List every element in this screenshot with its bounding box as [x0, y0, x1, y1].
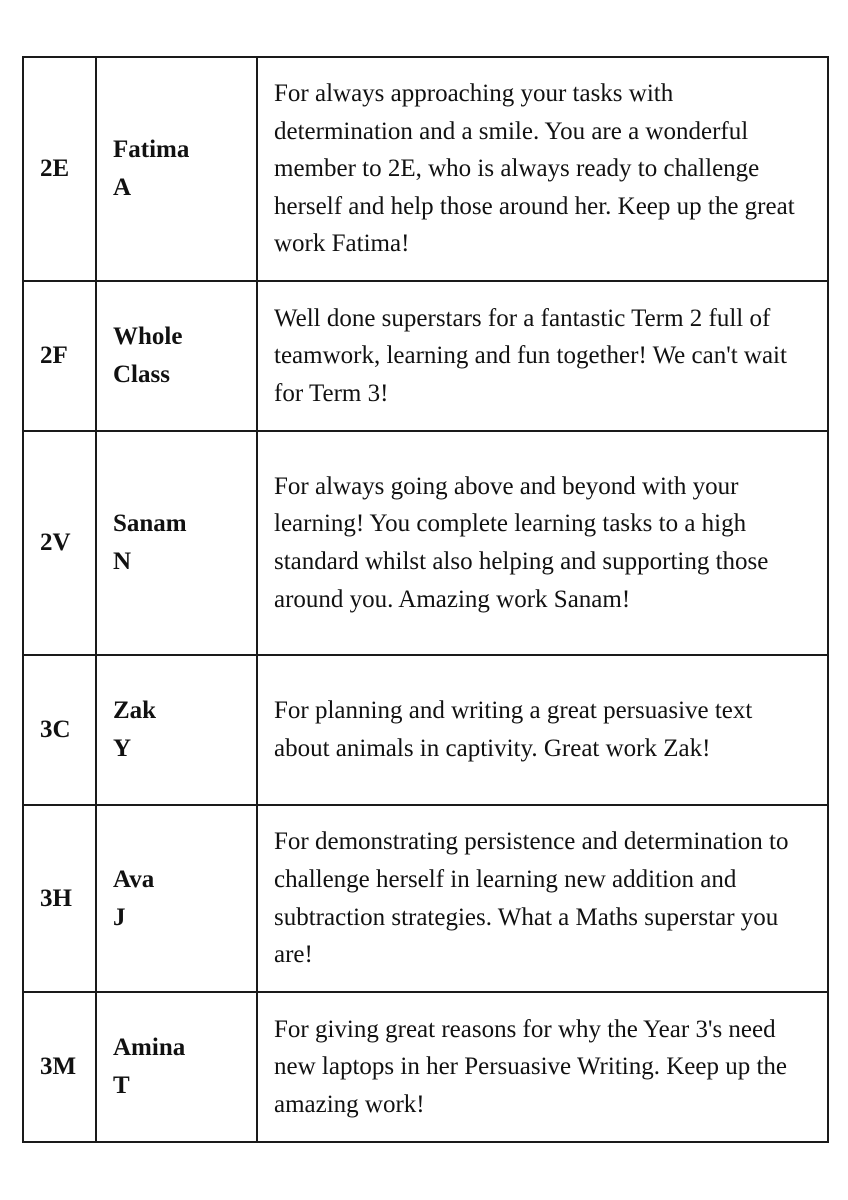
table-row [23, 655, 828, 805]
class-code: 3H [23, 805, 96, 992]
award-message: For demonstrating persistence and determination to challenge herself in learning new addition and subtraction strategies. What a Maths superstar you are! [257, 805, 828, 992]
student-initial: A [113, 174, 132, 201]
student-name [96, 655, 257, 805]
student-first-name: Amina [113, 1034, 186, 1061]
awards-table [22, 56, 829, 1143]
student-name [96, 992, 257, 1142]
student-initial: N [113, 548, 132, 575]
student-name [96, 57, 257, 281]
student-name [96, 281, 257, 431]
award-message: For giving great reasons for why the Year 3's need new laptops in her Persuasive Writing. Keep up the amazing work! [257, 992, 828, 1142]
student-name [96, 805, 257, 992]
award-message: For always going above and beyond with your learning! You complete learning tasks to a high standard whilst also helping and supporting those around you. Amazing work Sanam! [257, 431, 828, 655]
class-code: 2V [23, 431, 96, 655]
table-row [23, 431, 828, 655]
class-code: 2F [23, 281, 96, 431]
table-row [23, 992, 828, 1142]
class-code: 2E [23, 57, 96, 281]
student-initial: J [113, 903, 126, 931]
student-first-name: Zak [113, 697, 157, 724]
student-initial: Y [113, 735, 132, 762]
class-code: 3C [23, 655, 96, 805]
student-first-name: Fatima [113, 136, 190, 163]
student-first-name: Whole [113, 323, 183, 350]
table-row [23, 805, 828, 992]
student-first-name: Ava [113, 865, 155, 893]
student-initial: T [113, 1072, 130, 1099]
award-message: For always approaching your tasks with determination and a smile. You are a wonderful member to 2E, who is always ready to challenge herself and help those around her. Keep up the great work Fatima! [257, 57, 828, 281]
table-row [23, 281, 828, 431]
student-first-name: Sanam [113, 510, 187, 537]
student-name [96, 431, 257, 655]
award-message: Well done superstars for a fantastic Term 2 full of teamwork, learning and fun together! We can't wait for Term 3! [257, 281, 828, 431]
table-row [23, 57, 828, 281]
class-code: 3M [23, 992, 96, 1142]
award-message: For planning and writing a great persuasive text about animals in captivity. Great work Zak! [257, 655, 828, 805]
student-initial: Class [113, 361, 170, 388]
